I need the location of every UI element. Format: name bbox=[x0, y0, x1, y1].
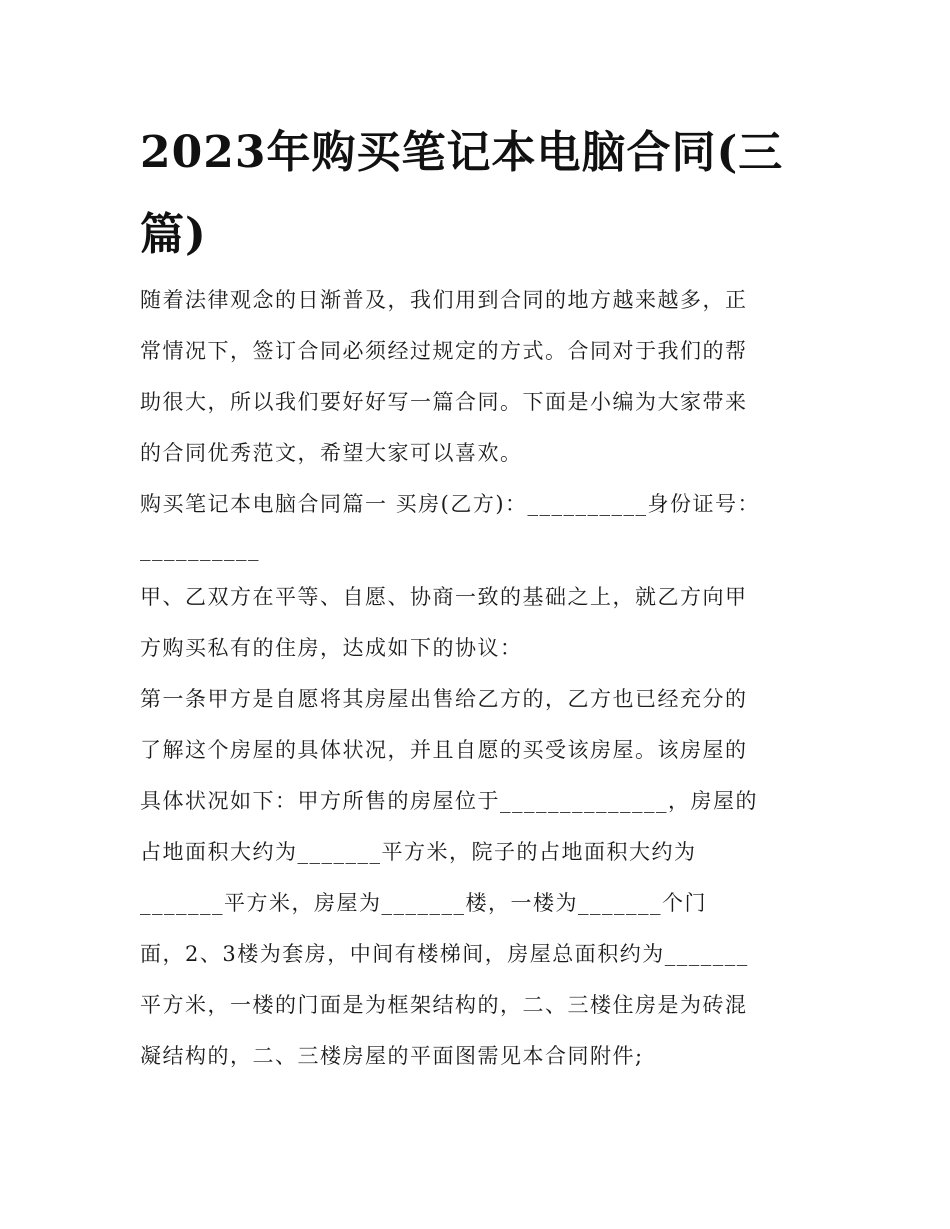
paragraph-line: 随着法律观念的日渐普及，我们用到合同的地方越来越多，正 bbox=[140, 288, 748, 312]
paragraph-line: 面，2、3楼为套房，中间有楼梯间，房屋总面积约为_______ bbox=[140, 942, 749, 966]
paragraph-line: 助很大，所以我们要好好写一篇合同。下面是小编为大家带来 bbox=[140, 390, 748, 414]
paragraph-line: 平方米，一楼的门面是为框架结构的，二、三楼住房是为砖混 bbox=[140, 993, 748, 1017]
paragraph-line: 凝结构的，二、三楼房屋的平面图需见本合同附件; bbox=[140, 1044, 644, 1068]
document-title: 2023年购买笔记本电脑合同(三篇) bbox=[140, 127, 784, 260]
paragraph-line: 购买笔记本电脑合同篇一 买房(乙方)：__________身份证号： bbox=[140, 492, 761, 516]
paragraph-line: __________ bbox=[140, 537, 260, 561]
paragraph-line: 的合同优秀范文，希望大家可以喜欢。 bbox=[140, 441, 523, 465]
paragraph-line: 方购买私有的住房，达成如下的协议： bbox=[140, 636, 523, 660]
paragraph-line: 第一条甲方是自愿将其房屋出售给乙方的，乙方也已经充分的 bbox=[140, 687, 748, 711]
paragraph-line: 甲、乙双方在平等、自愿、协商一致的基础之上，就乙方向甲 bbox=[140, 585, 748, 609]
paragraph-line: 具体状况如下：甲方所售的房屋位于______________，房屋的 bbox=[140, 789, 758, 813]
paragraph-line: 占地面积大约为_______平方米，院子的占地面积大约为 bbox=[140, 840, 697, 864]
paragraph-line: 了解这个房屋的具体状况，并且自愿的买受该房屋。该房屋的 bbox=[140, 738, 748, 762]
paragraph-line: _______平方米，房屋为_______楼，一楼为_______个门 bbox=[140, 891, 707, 915]
paragraph-line: 常情况下，签订合同必须经过规定的方式。合同对于我们的帮 bbox=[140, 339, 748, 363]
